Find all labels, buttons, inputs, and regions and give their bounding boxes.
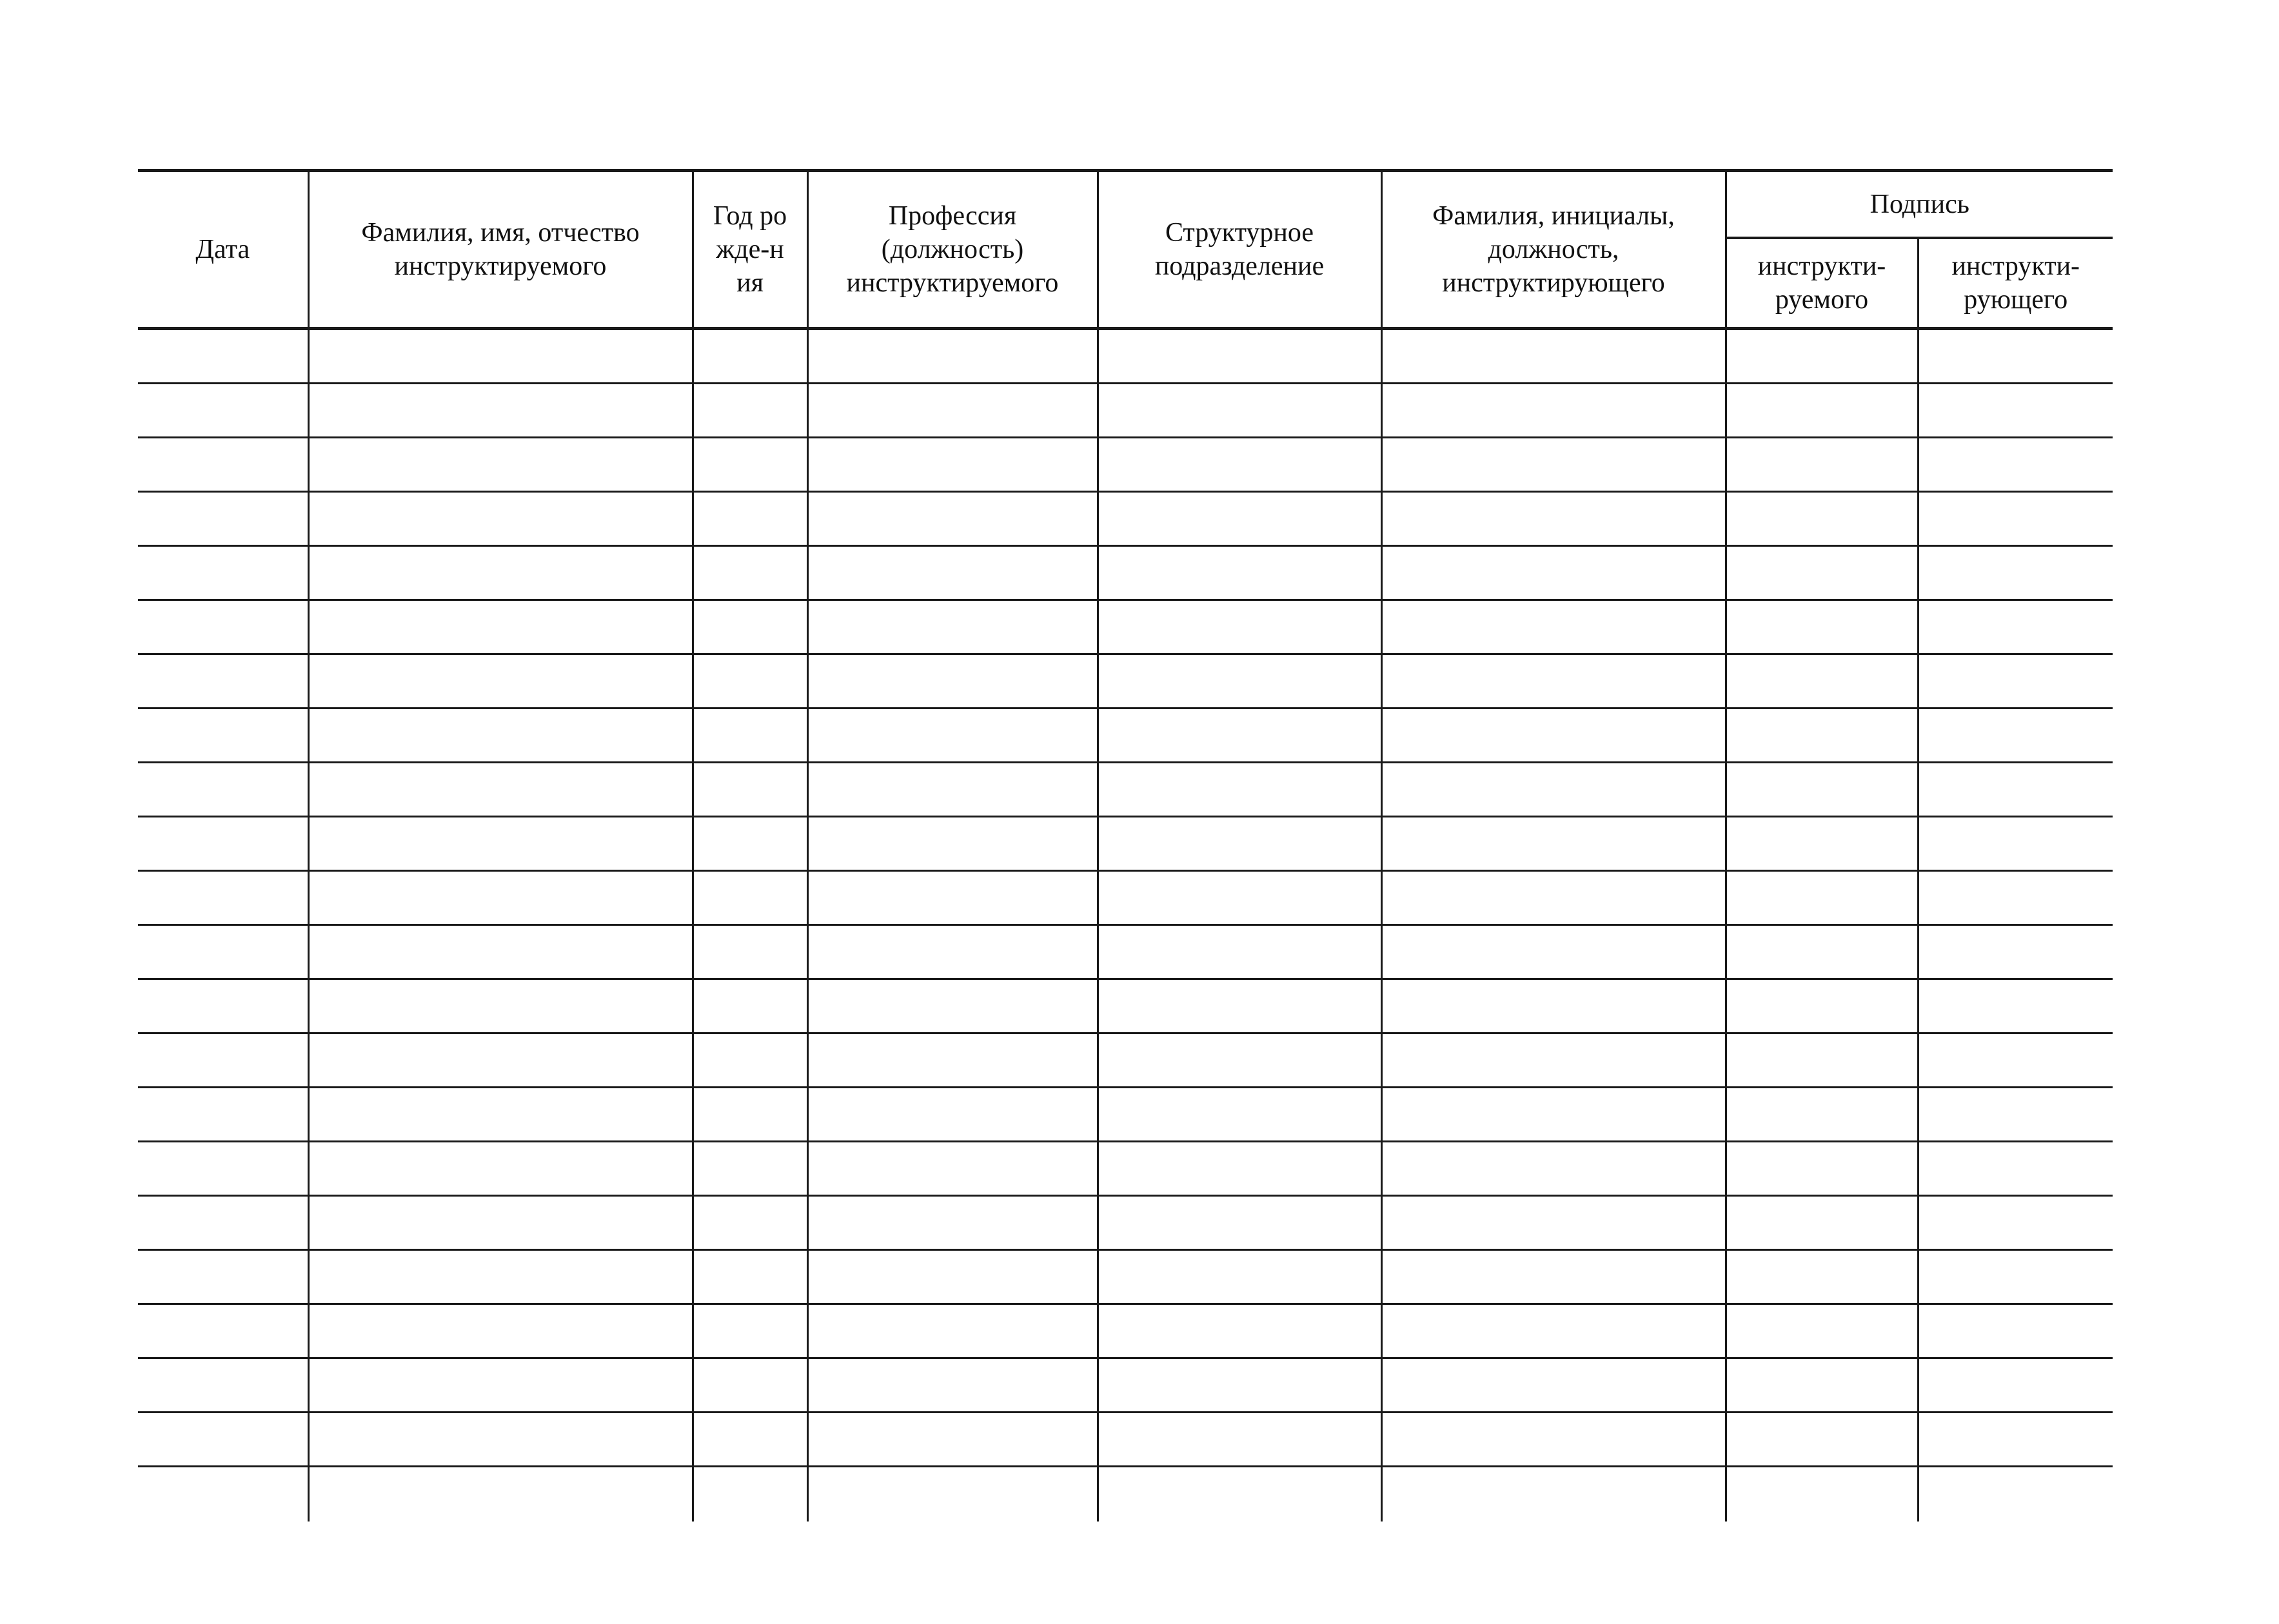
cell-date xyxy=(138,925,308,979)
table-row xyxy=(138,817,2113,871)
header-instructor: Фамилия, инициалы, должность, инструктирующего xyxy=(1381,171,1726,329)
table-row xyxy=(138,1250,2113,1304)
cell-date xyxy=(138,1358,308,1413)
cell-instructor xyxy=(1381,384,1726,438)
cell-birth-year xyxy=(693,1304,807,1358)
cell-birth-year xyxy=(693,1250,807,1304)
journal-body xyxy=(138,329,2113,1522)
cell-birth-year xyxy=(693,329,807,384)
cell-department xyxy=(1098,1358,1381,1413)
cell-date xyxy=(138,654,308,709)
cell-date xyxy=(138,600,308,654)
header-full-name xyxy=(308,171,693,329)
cell-department xyxy=(1098,1033,1381,1088)
cell-profession xyxy=(807,438,1098,492)
cell-full-name xyxy=(308,1413,693,1467)
table-row xyxy=(138,1033,2113,1088)
cell-date xyxy=(138,709,308,763)
header-birth-year xyxy=(693,171,807,329)
table-row xyxy=(138,925,2113,979)
table-row xyxy=(138,1358,2113,1413)
cell-signature-instructor xyxy=(1918,1250,2113,1304)
cell-full-name xyxy=(308,384,693,438)
cell-full-name xyxy=(308,871,693,925)
cell-instructor xyxy=(1381,1088,1726,1142)
cell-department xyxy=(1098,1413,1381,1467)
cell-profession xyxy=(807,1304,1098,1358)
cell-profession xyxy=(807,1033,1098,1088)
cell-department xyxy=(1098,763,1381,817)
cell-department xyxy=(1098,492,1381,546)
cell-signature-trainee xyxy=(1726,384,1918,438)
table-row xyxy=(138,1413,2113,1467)
cell-signature-trainee xyxy=(1726,492,1918,546)
cell-profession xyxy=(807,709,1098,763)
cell-birth-year xyxy=(693,600,807,654)
cell-full-name xyxy=(308,1358,693,1413)
cell-birth-year xyxy=(693,492,807,546)
cell-signature-trainee xyxy=(1726,654,1918,709)
cell-profession xyxy=(807,763,1098,817)
header-signature-instructor xyxy=(1918,238,2113,329)
cell-signature-trainee xyxy=(1726,1088,1918,1142)
cell-signature-instructor xyxy=(1918,925,2113,979)
cell-date xyxy=(138,1142,308,1196)
cell-full-name xyxy=(308,709,693,763)
cell-signature-trainee xyxy=(1726,925,1918,979)
cell-date xyxy=(138,546,308,600)
cell-date xyxy=(138,492,308,546)
cell-profession xyxy=(807,925,1098,979)
cell-profession xyxy=(807,1358,1098,1413)
cell-full-name xyxy=(308,492,693,546)
cell-instructor xyxy=(1381,1467,1726,1522)
cell-birth-year xyxy=(693,979,807,1033)
table-row xyxy=(138,492,2113,546)
cell-birth-year xyxy=(693,817,807,871)
cell-birth-year xyxy=(693,1413,807,1467)
cell-instructor xyxy=(1381,979,1726,1033)
cell-instructor xyxy=(1381,654,1726,709)
cell-signature-trainee xyxy=(1726,1467,1918,1522)
cell-birth-year xyxy=(693,654,807,709)
cell-full-name xyxy=(308,979,693,1033)
cell-signature-trainee xyxy=(1726,1304,1918,1358)
cell-signature-instructor xyxy=(1918,1413,2113,1467)
cell-signature-trainee xyxy=(1726,979,1918,1033)
cell-date xyxy=(138,329,308,384)
table-row xyxy=(138,1088,2113,1142)
cell-signature-instructor xyxy=(1918,600,2113,654)
cell-date xyxy=(138,1413,308,1467)
table-row xyxy=(138,329,2113,384)
cell-department xyxy=(1098,871,1381,925)
cell-signature-instructor xyxy=(1918,329,2113,384)
cell-instructor xyxy=(1381,1413,1726,1467)
cell-signature-instructor xyxy=(1918,709,2113,763)
cell-profession xyxy=(807,1142,1098,1196)
cell-profession xyxy=(807,600,1098,654)
cell-full-name xyxy=(308,1033,693,1088)
cell-signature-trainee xyxy=(1726,329,1918,384)
cell-instructor xyxy=(1381,600,1726,654)
cell-birth-year xyxy=(693,1358,807,1413)
table-row xyxy=(138,979,2113,1033)
cell-profession xyxy=(807,329,1098,384)
table-row xyxy=(138,438,2113,492)
cell-signature-trainee xyxy=(1726,546,1918,600)
cell-signature-trainee xyxy=(1726,600,1918,654)
cell-instructor xyxy=(1381,871,1726,925)
cell-date xyxy=(138,1467,308,1522)
cell-date xyxy=(138,817,308,871)
cell-department xyxy=(1098,600,1381,654)
cell-signature-instructor xyxy=(1918,1304,2113,1358)
cell-instructor xyxy=(1381,546,1726,600)
cell-date xyxy=(138,1033,308,1088)
header-signature: Подпись xyxy=(1726,171,2113,239)
cell-signature-trainee xyxy=(1726,1358,1918,1413)
cell-profession xyxy=(807,1250,1098,1304)
cell-full-name xyxy=(308,654,693,709)
cell-birth-year xyxy=(693,925,807,979)
cell-date xyxy=(138,384,308,438)
cell-profession xyxy=(807,1467,1098,1522)
cell-date xyxy=(138,1304,308,1358)
cell-full-name xyxy=(308,1304,693,1358)
journal-sheet xyxy=(138,169,2113,1521)
cell-birth-year xyxy=(693,763,807,817)
cell-birth-year xyxy=(693,871,807,925)
cell-profession xyxy=(807,384,1098,438)
cell-profession xyxy=(807,1088,1098,1142)
cell-signature-trainee xyxy=(1726,709,1918,763)
cell-full-name xyxy=(308,600,693,654)
cell-birth-year xyxy=(693,709,807,763)
cell-signature-instructor xyxy=(1918,384,2113,438)
cell-instructor xyxy=(1381,1358,1726,1413)
cell-date xyxy=(138,1088,308,1142)
cell-birth-year xyxy=(693,384,807,438)
cell-date xyxy=(138,1250,308,1304)
header-date: Дата xyxy=(138,171,308,329)
cell-profession xyxy=(807,546,1098,600)
cell-full-name xyxy=(308,329,693,384)
cell-signature-trainee xyxy=(1726,1413,1918,1467)
cell-date xyxy=(138,1196,308,1250)
header-signature-instructor-text: инструкти-рующего xyxy=(1951,251,2080,315)
cell-department xyxy=(1098,1467,1381,1522)
table-row xyxy=(138,1304,2113,1358)
header-signature-trainee xyxy=(1726,238,1918,329)
cell-birth-year xyxy=(693,1033,807,1088)
cell-full-name xyxy=(308,546,693,600)
cell-signature-trainee xyxy=(1726,763,1918,817)
cell-department xyxy=(1098,1142,1381,1196)
instruction-journal-table xyxy=(138,169,2113,1521)
header-profession: Профессия (должность) инструктируемого xyxy=(807,171,1098,329)
cell-birth-year xyxy=(693,1088,807,1142)
cell-profession xyxy=(807,979,1098,1033)
cell-full-name xyxy=(308,925,693,979)
cell-profession xyxy=(807,492,1098,546)
cell-signature-instructor xyxy=(1918,979,2113,1033)
cell-instructor xyxy=(1381,1142,1726,1196)
cell-instructor xyxy=(1381,1304,1726,1358)
cell-profession xyxy=(807,871,1098,925)
cell-instructor xyxy=(1381,438,1726,492)
cell-signature-instructor xyxy=(1918,546,2113,600)
cell-full-name xyxy=(308,1250,693,1304)
cell-full-name xyxy=(308,1196,693,1250)
table-row xyxy=(138,1142,2113,1196)
cell-instructor xyxy=(1381,1250,1726,1304)
cell-full-name xyxy=(308,438,693,492)
cell-department xyxy=(1098,1304,1381,1358)
cell-birth-year xyxy=(693,1467,807,1522)
cell-full-name xyxy=(308,1142,693,1196)
table-row xyxy=(138,871,2113,925)
cell-instructor xyxy=(1381,925,1726,979)
cell-date xyxy=(138,763,308,817)
cell-full-name xyxy=(308,817,693,871)
cell-department xyxy=(1098,329,1381,384)
cell-signature-trainee xyxy=(1726,438,1918,492)
cell-instructor xyxy=(1381,1196,1726,1250)
cell-instructor xyxy=(1381,763,1726,817)
cell-department xyxy=(1098,1088,1381,1142)
cell-instructor xyxy=(1381,492,1726,546)
cell-department xyxy=(1098,1196,1381,1250)
cell-birth-year xyxy=(693,1196,807,1250)
cell-signature-instructor xyxy=(1918,1142,2113,1196)
cell-signature-instructor xyxy=(1918,871,2113,925)
header-full-name-text: Фамилия, имя, отчество инструктируемого xyxy=(361,218,640,281)
cell-signature-instructor xyxy=(1918,763,2113,817)
cell-profession xyxy=(807,1196,1098,1250)
cell-signature-instructor xyxy=(1918,438,2113,492)
table-row xyxy=(138,654,2113,709)
cell-birth-year xyxy=(693,1142,807,1196)
table-row xyxy=(138,709,2113,763)
header-signature-trainee-text: инструкти-руемого xyxy=(1757,251,1886,315)
cell-department xyxy=(1098,546,1381,600)
cell-department xyxy=(1098,925,1381,979)
cell-signature-trainee xyxy=(1726,1196,1918,1250)
cell-signature-instructor xyxy=(1918,1467,2113,1522)
cell-department xyxy=(1098,1250,1381,1304)
cell-instructor xyxy=(1381,329,1726,384)
cell-signature-trainee xyxy=(1726,871,1918,925)
cell-signature-instructor xyxy=(1918,654,2113,709)
cell-instructor xyxy=(1381,817,1726,871)
table-row xyxy=(138,600,2113,654)
cell-signature-instructor xyxy=(1918,492,2113,546)
cell-department xyxy=(1098,654,1381,709)
table-row xyxy=(138,384,2113,438)
cell-date xyxy=(138,979,308,1033)
cell-signature-trainee xyxy=(1726,1033,1918,1088)
cell-signature-instructor xyxy=(1918,1196,2113,1250)
cell-signature-instructor xyxy=(1918,1358,2113,1413)
cell-full-name xyxy=(308,763,693,817)
cell-instructor xyxy=(1381,1033,1726,1088)
cell-department xyxy=(1098,384,1381,438)
cell-profession xyxy=(807,1413,1098,1467)
cell-signature-trainee xyxy=(1726,1250,1918,1304)
cell-instructor xyxy=(1381,709,1726,763)
table-row xyxy=(138,1467,2113,1522)
cell-department xyxy=(1098,438,1381,492)
table-row xyxy=(138,546,2113,600)
table-row xyxy=(138,763,2113,817)
cell-department xyxy=(1098,817,1381,871)
cell-full-name xyxy=(308,1467,693,1522)
cell-department xyxy=(1098,979,1381,1033)
cell-signature-instructor xyxy=(1918,1033,2113,1088)
cell-signature-trainee xyxy=(1726,817,1918,871)
table-row xyxy=(138,1196,2113,1250)
cell-birth-year xyxy=(693,546,807,600)
cell-profession xyxy=(807,817,1098,871)
cell-date xyxy=(138,871,308,925)
cell-profession xyxy=(807,654,1098,709)
cell-signature-instructor xyxy=(1918,817,2113,871)
header-department: Структурное подразделение xyxy=(1098,171,1381,329)
cell-full-name xyxy=(308,1088,693,1142)
cell-birth-year xyxy=(693,438,807,492)
cell-signature-instructor xyxy=(1918,1088,2113,1142)
cell-date xyxy=(138,438,308,492)
header-birth-year-text: Год рожде-ния xyxy=(713,201,787,298)
cell-department xyxy=(1098,709,1381,763)
cell-signature-trainee xyxy=(1726,1142,1918,1196)
